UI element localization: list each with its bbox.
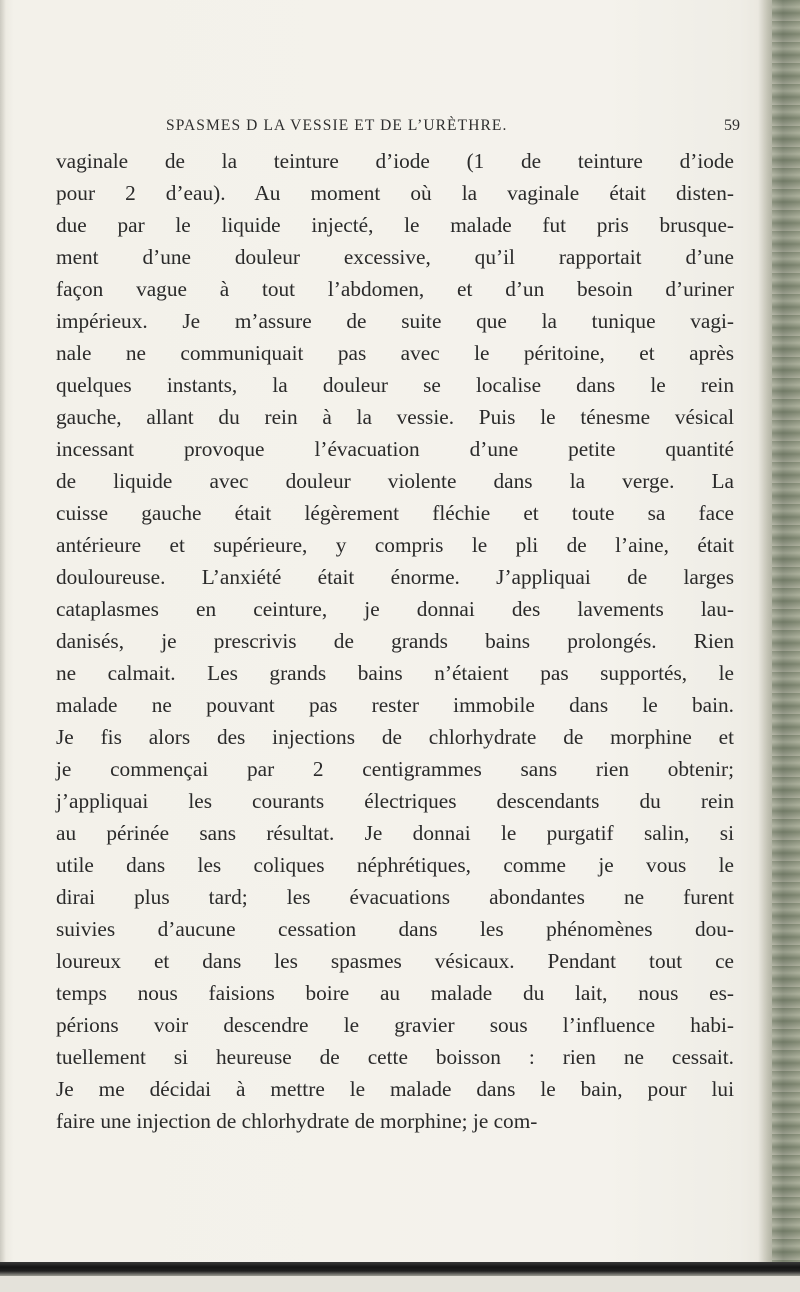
text-line: façon vague à tout l’abdomen, et d’un besoin d’uriner (56, 277, 734, 301)
text-line: Je fis alors des injections de chlorhydrate de morphine et (56, 725, 734, 749)
text-line: pour 2 d’eau). Au moment où la vaginale était disten- (56, 181, 734, 205)
text-line: gauche, allant du rein à la vessie. Puis le ténesme vésical (56, 405, 734, 429)
text-line: ne calmait. Les grands bains n’étaient pas supportés, le (56, 661, 734, 685)
text-line: due par le liquide injecté, le malade fut pris brusque- (56, 213, 734, 237)
scan-bottom-edge (0, 1262, 800, 1276)
text-line: incessant provoque l’évacuation d’une petite quantité (56, 437, 734, 461)
text-line: impérieux. Je m’assure de suite que la tunique vagi- (56, 309, 734, 333)
text-line: de liquide avec douleur violente dans la verge. La (56, 469, 734, 493)
text-line: malade ne pouvant pas rester immobile dans le bain. (56, 693, 734, 717)
body-text (56, 145, 734, 1137)
page-number: 59 (724, 117, 740, 134)
text-line: ment d’une douleur excessive, qu’il rapportait d’une (56, 245, 734, 269)
text-line: nale ne communiquait pas avec le péritoine, et après (56, 341, 734, 365)
text-line: cuisse gauche était légèrement fléchie et toute sa face (56, 501, 734, 525)
text-line: suivies d’aucune cessation dans les phénomènes dou- (56, 917, 734, 941)
text-line: cataplasmes en ceinture, je donnai des lavements lau- (56, 597, 734, 621)
text-line: utile dans les coliques néphrétiques, comme je vous le (56, 853, 734, 877)
scan-bottom-margin (0, 1276, 800, 1292)
text-line: faire une injection de chlorhydrate de morphine; je com- (56, 1109, 538, 1133)
text-line: loureux et dans les spasmes vésicaux. Pendant tout ce (56, 949, 734, 973)
text-line: temps nous faisions boire au malade du lait, nous es- (56, 981, 734, 1005)
text-line: Je me décidai à mettre le malade dans le bain, pour lui (56, 1077, 734, 1101)
text-line: quelques instants, la douleur se localise dans le rein (56, 373, 734, 397)
text-line: danisés, je prescrivis de grands bains prolongés. Rien (56, 629, 734, 653)
page-left-edge (0, 0, 6, 1292)
text-line: douloureuse. L’anxiété était énorme. J’appliquai de larges (56, 565, 734, 589)
text-line: vaginale de la teinture d’iode (1 de teinture d’iode (56, 149, 734, 173)
page-header (56, 117, 746, 143)
text-line: antérieure et supérieure, y compris le pli de l’aine, était (56, 533, 734, 557)
text-line: je commençai par 2 centigrammes sans rien obtenir; (56, 757, 734, 781)
page-binding-edge (758, 0, 800, 1292)
text-line: au périnée sans résultat. Je donnai le purgatif salin, si (56, 821, 734, 845)
text-line: tuellement si heureuse de cette boisson : rien ne cessait. (56, 1045, 734, 1069)
text-line: périons voir descendre le gravier sous l’influence habi- (56, 1013, 734, 1037)
text-line: dirai plus tard; les évacuations abondantes ne furent (56, 885, 734, 909)
running-head: SPASMES D LA VESSIE ET DE L’URÈTHRE. (166, 117, 508, 134)
text-line: j’appliquai les courants électriques descendants du rein (56, 789, 734, 813)
